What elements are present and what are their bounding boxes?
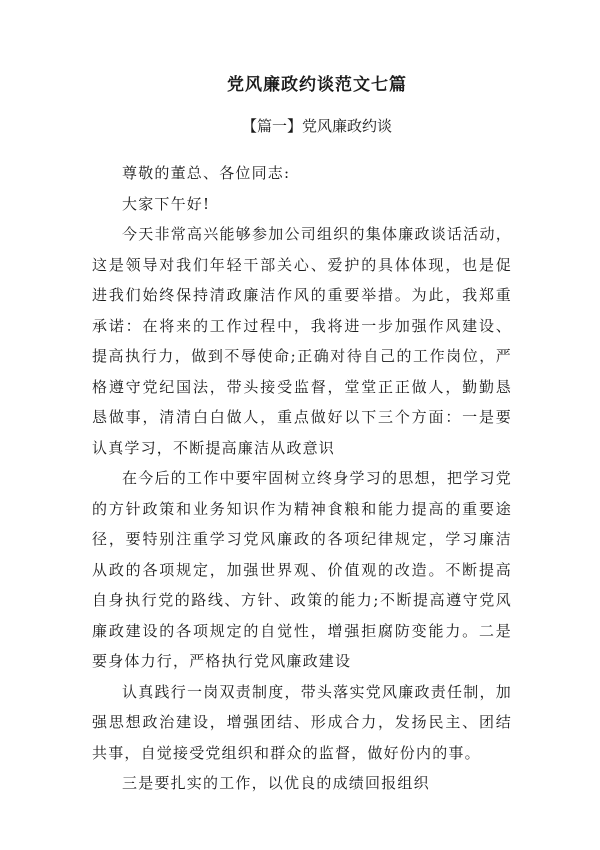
document-title: 党风廉政约谈范文七篇: [227, 75, 407, 95]
section-heading: 【篇一】党风廉政约谈: [241, 117, 392, 135]
body-paragraph-4: 三是要扎实的工作，以优良的成绩回报组织: [122, 774, 430, 792]
greeting: 大家下午好!: [122, 194, 211, 213]
body-paragraph-2: 在今后的工作中要牢固树立终身学习的思想，把学习党的方针政策和业务知识作为精神食粮和能力提高的重要途径，要特别注重学习党风廉政的各项纪律规定，学习廉洁从政的各项规定，加强世界观、价值观的改造。不断提高自身执行党的路线、方针、政策的能力;不断提高遵守党风廉政建设的各项规定的自觉性，增强拒腐防变能力。二是要身体力行，严格执行党风廉政建设: [92, 469, 512, 670]
body-paragraph-1: 今天非常高兴能够参加公司组织的集体廉政谈话活动，这是领导对我们年轻干部关心、爱护的具体体现，也是促进我们始终保持清政廉洁作风的重要举措。为此，我郑重承诺：在将来的工作过程中，我将进一步加强作风建设、提高执行力，做到不辱使命;正确对待自己的工作岗位，严格遵守党纪国法，带头接受监督，堂堂正正做人，勤勤恳恳做事，清清白白做人，重点做好以下三个方面：一是要认真学习，不断提高廉洁从政意识: [92, 225, 512, 457]
salutation: 尊敬的董总、各位同志:: [122, 164, 291, 182]
body-paragraph-3: 认真践行一岗双责制度，带头落实党风廉政责任制，加强思想政治建设，增强团结、形成合力，发扬民主、团结共事，自觉接受党组织和群众的监督，做好份内的事。: [92, 682, 512, 762]
